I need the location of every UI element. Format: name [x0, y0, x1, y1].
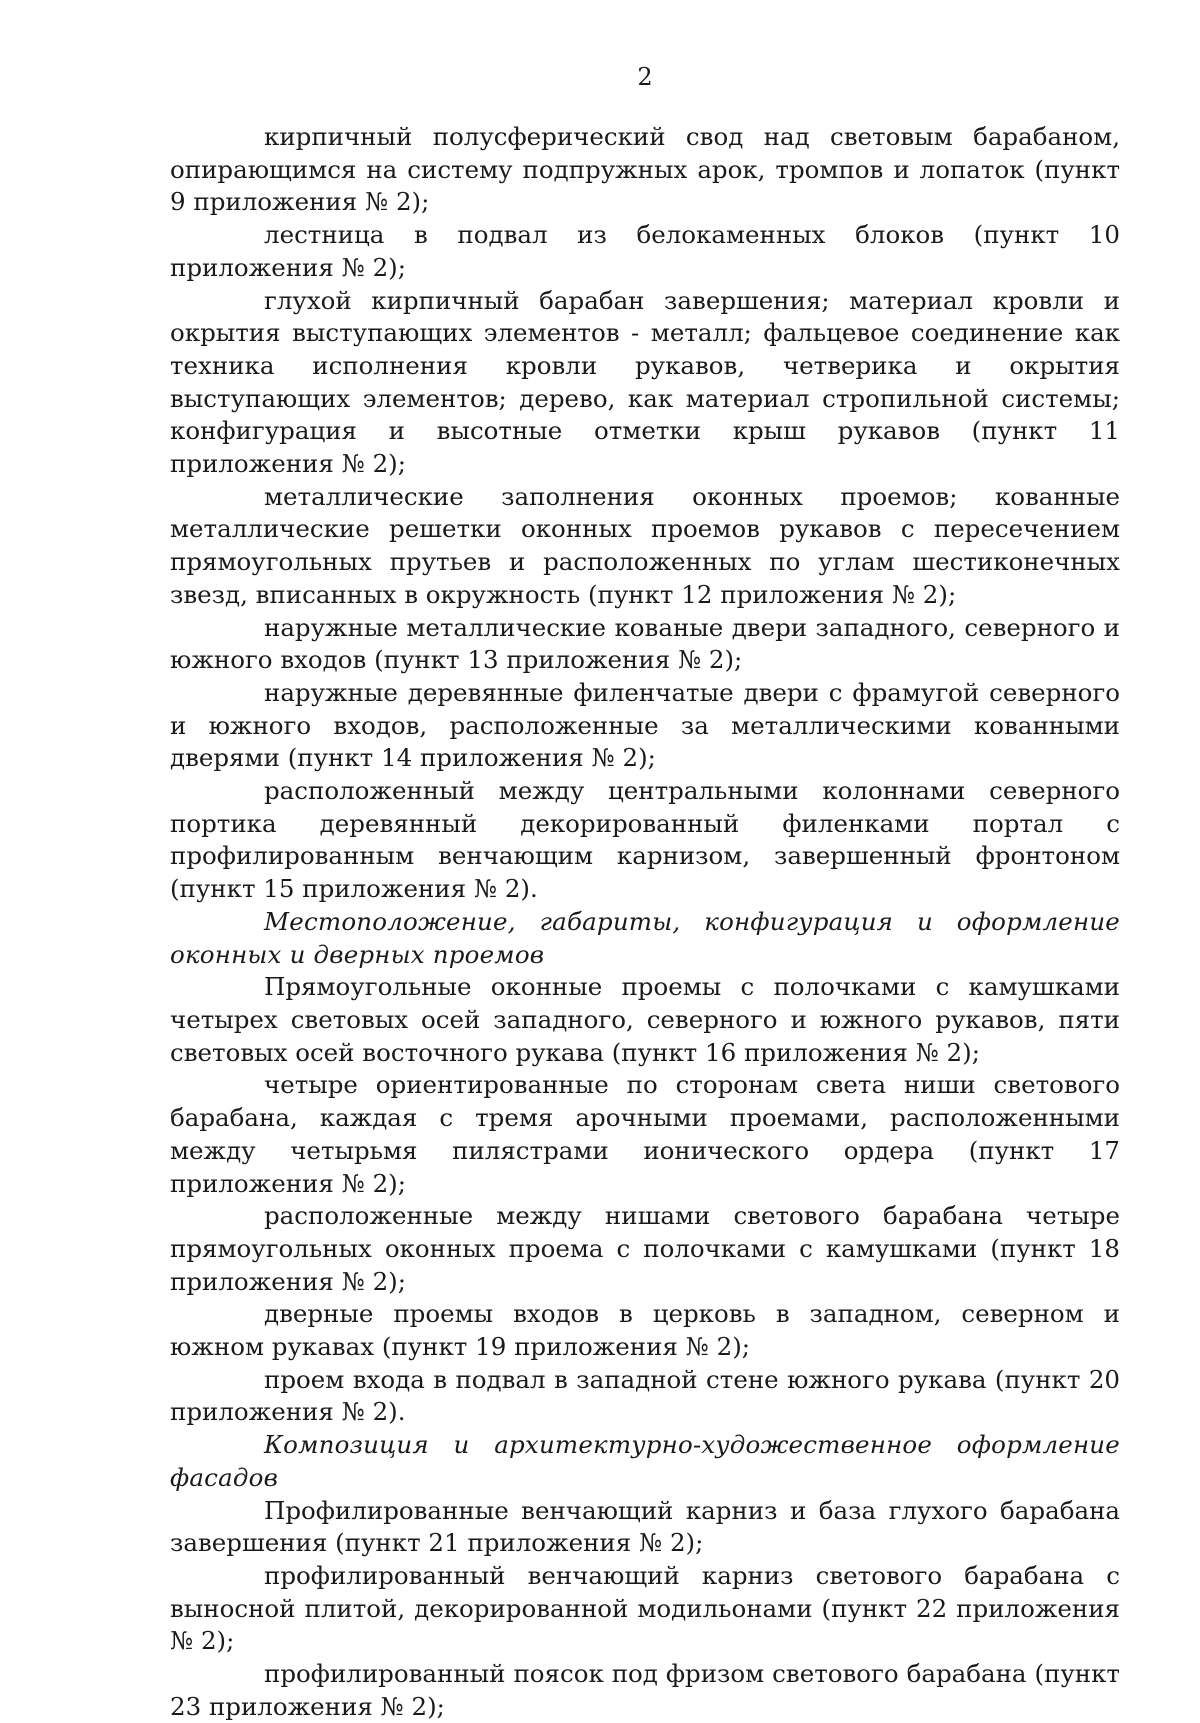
paragraph: Прямоугольные оконные проемы с полочками с камушками четырех световых осей западного, северного и южного рукавов, пяти световых осей восточного рукава (пункт 16 приложения № 2); — [170, 972, 1120, 1067]
paragraph: расположенные между нишами светового барабана четыре прямоугольных оконных проема с полочками с камушками (пункт 18 приложения № 2); — [170, 1201, 1120, 1296]
page-number: 2 — [637, 63, 653, 91]
paragraph: дверные проемы входов в церковь в западном, северном и южном рукавах (пункт 19 приложения № 2); — [170, 1299, 1120, 1362]
document-body — [170, 121, 1120, 1723]
paragraph: профилированный поясок под фризом светового барабана (пункт 23 приложения № 2); — [170, 1659, 1120, 1721]
paragraph: профилированный венчающий карниз светового барабана с выносной плитой, декорированной модильонами (пункт 22 приложения № 2); — [170, 1560, 1120, 1656]
paragraph: расположенный между центральными колоннами северного портика деревянный декорированный филенками портал с профилированным венчающим карнизом, завершенный фронтоном (пункт 15 приложения № 2). — [170, 776, 1120, 904]
paragraph: наружные металлические кованые двери западного, северного и южного входов (пункт 13 приложения № 2); — [170, 612, 1120, 675]
paragraph: четыре ориентированные по сторонам света ниши светового барабана, каждая с тремя арочными проемами, расположенными между четырьмя пилястрами ионического ордера (пункт 17 приложения № 2); — [170, 1070, 1120, 1198]
section-heading: Композиция и архитектурно-художественное оформление фасадов — [170, 1430, 1120, 1492]
paragraph: лестница в подвал из белокаменных блоков (пункт 10 приложения № 2); — [170, 220, 1120, 282]
section-heading: Местоположение, габариты, конфигурация и оформление оконных и дверных проемов — [170, 906, 1120, 969]
paragraph: наружные деревянные филенчатые двери с фрамугой северного и южного входов, расположенные за металлическими кованными дверями (пункт 14 приложения № 2); — [170, 677, 1120, 773]
paragraph: металлические заполнения оконных проемов; кованные металлические решетки оконных проемов рукавов с пересечением прямоугольных прутьев и расположенных по углам шестиконечных звезд, вписанных в окружность (пункт 12 приложения № 2); — [170, 481, 1120, 609]
paragraph: кирпичный полусферический свод над световым барабаном, опирающимся на систему подпружных арок, тромпов и лопаток (пункт 9 приложения № 2); — [170, 122, 1120, 217]
paragraph: проем входа в подвал в западной стене южного рукава (пункт 20 приложения № 2). — [170, 1364, 1120, 1427]
paragraph: глухой кирпичный барабан завершения; материал кровли и окрытия выступающих элементов - металл; фальцевое соединение как техника исполнения кровли рукавов, четверика и окрытия выступающих элементов; дерево, как материал стропильной системы; конфигурация и высотные отметки крыш рукавов (пункт 11 приложения № 2); — [170, 285, 1120, 479]
paragraph: Профилированные венчающий карниз и база глухого барабана завершения (пункт 21 приложения № 2); — [170, 1495, 1120, 1558]
